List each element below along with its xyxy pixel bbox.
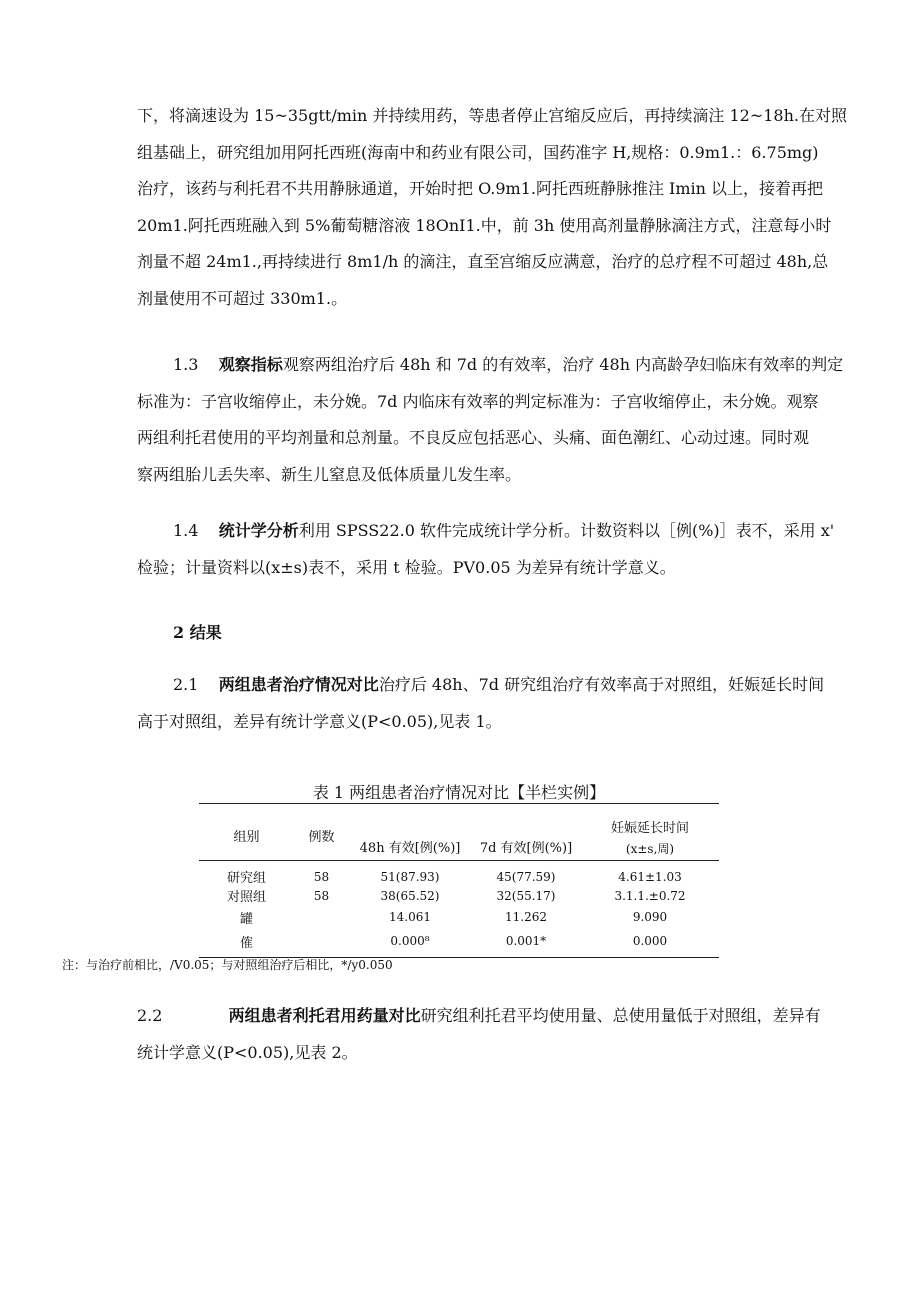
section-1-4 [137,513,853,586]
text-line: 下，将滴速设为 15~35gtt∕min 并持续用药，等患者停止宫缩反应后，再持续滴注 12~18h.在对照 [137,106,847,125]
text-line: 组基础上，研究组加用阿托西班(海南中和药业有限公司，国药准字 H,规格：0.9m1.：6.75mg) [137,142,819,162]
paragraph-methods-continued [137,98,853,318]
text-line: 高于对照组，差异有统计学意义(P<0.05),见表 1。 [137,711,502,731]
section-title: 观察指标 [218,355,283,374]
col-header-prolong-unit: (x±s,周) [625,841,675,856]
text-line: 统计学意义(P<0.05),见表 2。 [137,1042,358,1062]
table-row [199,861,719,887]
section-text: 利用 SPSS22.0 软件完成统计学分析。计数资料以［例(%)］表不，采用 x' [298,521,835,540]
cell-48h: 38(65.52) [380,888,440,903]
cell-48h: 0.000⁸ [349,929,471,958]
text-line: 治疗，该药与利托君不共用静脉通道，开始时把 O.9m1.阿托西班静脉推注 Imin 以上，接着再把 [137,179,824,199]
cell-7d: 11.262 [505,910,547,924]
section-number: 1.3 [173,355,199,374]
text-line: 两组利托君使用的平均剂量和总剂量。不良反应包括恶心、头痛、面色潮红、心动过速。同时观 [137,428,810,448]
section-first-line [137,667,853,704]
cell-7d: 0.001* [471,929,581,958]
cell-prolong: 0.000 [581,929,719,958]
table-row [199,886,719,905]
text-line: 剂量不超 24m1.,再持续进行 8m1∕h 的滴注，直至宫缩反应满意，治疗的总疗程不可超过 48h,总 [137,252,829,272]
results-heading: 2 结果 [173,623,222,642]
cell-stat-label: 傕 [199,929,294,958]
section-number: 1.4 [173,521,199,540]
cell-7d: 32(55.17) [496,888,556,903]
cell-group: 研究组 [226,871,266,886]
text-line: 标准为：子宫收缩停止，未分娩。7d 内临床有效率的判定标准为：子宫收缩停止，未分娩。观察 [137,391,819,411]
cell-48h: 14.061 [389,910,431,924]
table-note: 注：与治疗前相比，/V0.05；与对照组治疗后相比，*/y0.050 [62,958,393,972]
section-2-1 [137,667,853,740]
section-2-2 [137,998,853,1071]
section-text: 研究组利托君平均使用量、总使用量低于对照组，差异有 [420,1006,821,1025]
col-header-48h: 48h 有效[例(%)] [359,841,461,856]
cell-stat-label: 罐 [239,911,253,927]
cell-group: 对照组 [226,890,266,905]
text-line: 察两组胎儿丢失率、新生儿窒息及低体质量儿发生率。 [137,464,522,484]
cell-empty [294,929,349,958]
col-header-cases: 例数 [308,829,335,845]
section-first-line [137,998,853,1035]
results-table [199,803,719,958]
cell-empty [294,905,349,929]
section-text: 观察两组治疗后 48h 和 7d 的有效率，治疗 48h 内高龄孕妇临床有效率的判定 [282,355,844,374]
table-row [199,905,719,929]
section-1-3 [137,347,853,493]
section-first-line [137,513,853,550]
section-title: 两组患者治疗情况对比 [218,675,379,694]
col-header-7d: 7d 有效[例(%)] [479,841,573,856]
section-first-line [137,347,853,384]
section-number: 2.2 [137,1006,163,1025]
col-header-prolong: 妊娠延长时间 [610,821,689,836]
text-line: 20m1.阿托西班融入到 5%葡萄糖溶液 18OnI1.中，前 3h 使用高剂量静脉滴注方式，注意每小时 [137,215,832,235]
section-title: 统计学分析 [218,521,299,540]
section-text: 治疗后 48h、7d 研究组治疗有效率高于对照组，妊娠延长时间 [378,675,825,694]
table-row [199,929,719,958]
text-line: 剂量使用不可超过 330m1.。 [137,288,348,308]
cell-prolong: 9.090 [632,910,668,924]
cell-48h: 51(87.93) [380,869,440,884]
section-title: 两组患者利托君用药量对比 [228,1006,421,1025]
text-line: 检验；计量资料以(x±s)表不，采用 t 检验。PV0.05 为差异有统计学意义。 [137,557,676,577]
cell-prolong: 3.1.1.±0.72 [614,888,686,903]
cell-cases: 58 [313,888,330,903]
table-caption: 表 1 两组患者治疗情况对比【半栏实例】 [312,783,606,802]
cell-prolong: 4.61±1.03 [618,869,682,884]
cell-cases: 58 [313,869,330,884]
col-header-group: 组别 [233,829,260,845]
section-number: 2.1 [173,675,199,694]
cell-7d: 45(77.59) [496,869,556,884]
